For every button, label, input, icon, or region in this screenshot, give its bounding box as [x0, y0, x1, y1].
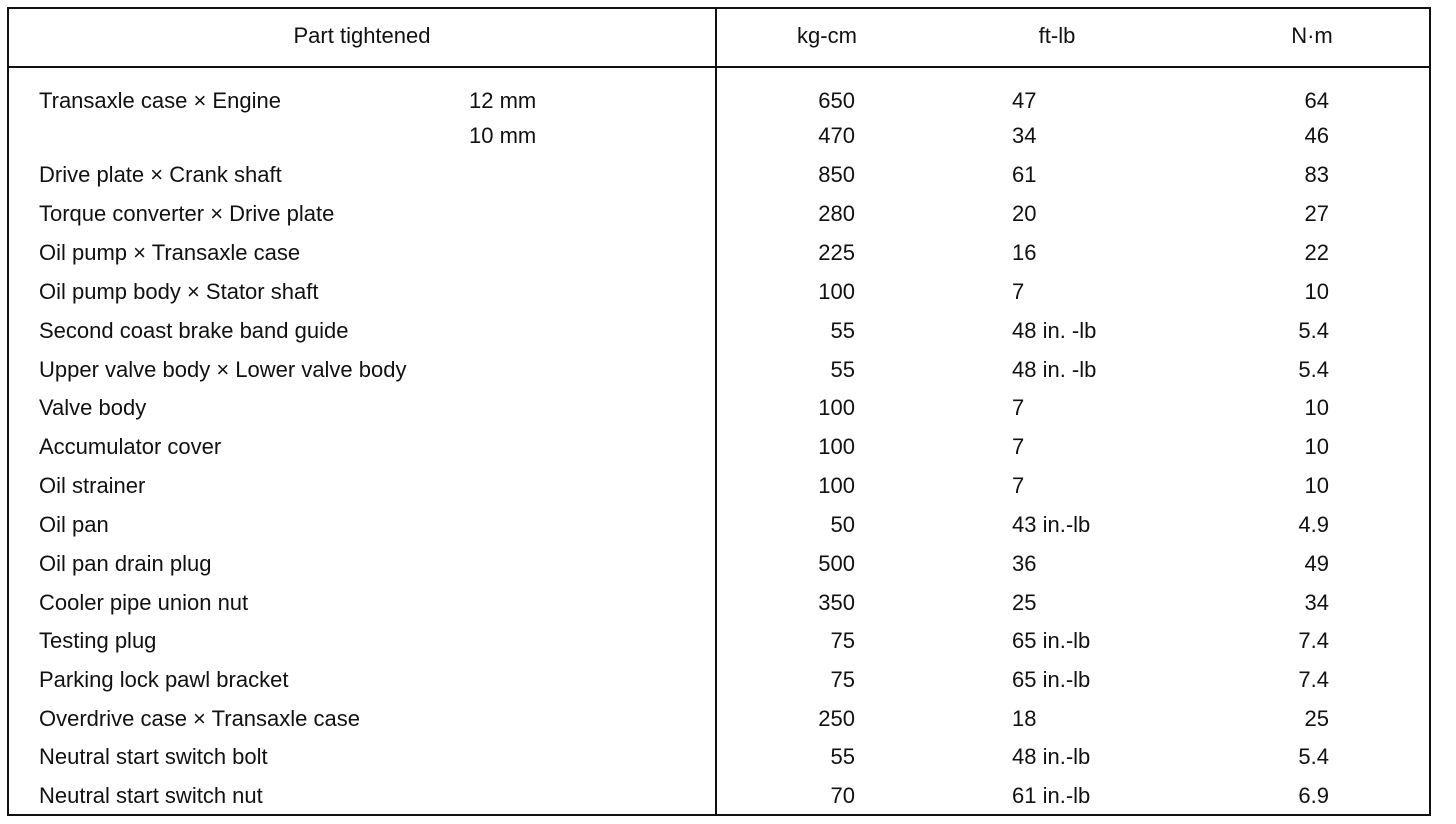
table-row	[9, 82, 1429, 120]
kg-cm-cell: 850	[818, 162, 855, 187]
part-cell: Overdrive case × Transaxle case	[39, 706, 360, 731]
ft-lb-cell: 36	[1012, 551, 1037, 576]
part-cell: Torque converter × Drive plate	[39, 201, 335, 226]
n-m-cell: 64	[1304, 88, 1329, 113]
ft-lb-cell: 65 in.-lb	[1012, 667, 1091, 692]
kg-cm-cell: 75	[830, 667, 855, 692]
n-m-cell: 10	[1304, 279, 1329, 304]
ft-lb-cell: 7	[1012, 279, 1025, 304]
table-row	[9, 700, 1429, 738]
table-row	[9, 312, 1429, 350]
part-cell: Oil pan	[39, 512, 109, 537]
part-cell: Drive plate × Crank shaft	[39, 162, 282, 187]
part-cell: Oil strainer	[39, 473, 146, 498]
ft-lb-cell: 47	[1012, 88, 1037, 113]
kg-cm-cell: 225	[818, 240, 855, 265]
n-m-cell: 10	[1304, 395, 1329, 420]
ft-lb-cell: 61	[1012, 162, 1037, 187]
n-m-cell: 27	[1304, 201, 1329, 226]
n-m-cell: 10	[1304, 434, 1329, 459]
part-cell: Neutral start switch bolt	[39, 744, 268, 769]
ft-lb-cell: 7	[1012, 473, 1025, 498]
n-m-cell: 10	[1304, 473, 1329, 498]
n-m-cell: 25	[1304, 706, 1329, 731]
kg-cm-cell: 470	[818, 123, 855, 148]
kg-cm-cell: 280	[818, 201, 855, 226]
n-m-cell: 7.4	[1298, 628, 1329, 653]
part-cell: Testing plug	[39, 628, 157, 653]
table-row	[9, 351, 1429, 389]
part-cell: Oil pump body × Stator shaft	[39, 279, 319, 304]
kg-cm-cell: 350	[818, 590, 855, 615]
kg-cm-cell: 100	[818, 434, 855, 459]
header-ft-lb: ft-lb	[1038, 23, 1076, 48]
part-cell: Oil pump × Transaxle case	[39, 240, 301, 265]
torque-spec-table	[7, 7, 1431, 816]
table-row	[9, 195, 1429, 233]
table-row	[9, 467, 1429, 505]
kg-cm-cell: 70	[830, 783, 855, 808]
n-m-cell: 49	[1304, 551, 1329, 576]
n-m-cell: 83	[1304, 162, 1329, 187]
table-row	[9, 545, 1429, 583]
table-row	[9, 234, 1429, 272]
ft-lb-cell: 20	[1012, 201, 1037, 226]
part-cell: Valve body	[39, 395, 147, 420]
table-row	[9, 661, 1429, 699]
kg-cm-cell: 55	[830, 744, 855, 769]
table-row	[9, 584, 1429, 622]
table-row	[9, 738, 1429, 776]
ft-lb-cell: 16	[1012, 240, 1037, 265]
n-m-cell: 5.4	[1298, 744, 1329, 769]
size-cell: 10 mm	[469, 123, 537, 148]
part-cell: Transaxle case × Engine	[39, 88, 281, 113]
table-row	[9, 156, 1429, 194]
n-m-cell: 7.4	[1298, 667, 1329, 692]
part-cell: Cooler pipe union nut	[39, 590, 249, 615]
ft-lb-cell: 48 in. -lb	[1012, 318, 1097, 343]
ft-lb-cell: 48 in. -lb	[1012, 357, 1097, 382]
kg-cm-cell: 75	[830, 628, 855, 653]
kg-cm-cell: 100	[818, 395, 855, 420]
ft-lb-cell: 7	[1012, 395, 1025, 420]
ft-lb-cell: 43 in.-lb	[1012, 512, 1091, 537]
kg-cm-cell: 50	[830, 512, 855, 537]
n-m-cell: 5.4	[1298, 357, 1329, 382]
table-row	[9, 777, 1429, 815]
table-row	[9, 389, 1429, 427]
ft-lb-cell: 61 in.-lb	[1012, 783, 1091, 808]
ft-lb-cell: 7	[1012, 434, 1025, 459]
header-kg-cm: kg-cm	[797, 23, 857, 48]
ft-lb-cell: 65 in.-lb	[1012, 628, 1091, 653]
part-cell: Parking lock pawl bracket	[39, 667, 289, 692]
part-cell: Oil pan drain plug	[39, 551, 212, 576]
ft-lb-cell: 34	[1012, 123, 1037, 148]
n-m-cell: 5.4	[1298, 318, 1329, 343]
part-cell: Second coast brake band guide	[39, 318, 349, 343]
kg-cm-cell: 650	[818, 88, 855, 113]
header-n-m: N·m	[1291, 23, 1333, 48]
kg-cm-cell: 100	[818, 279, 855, 304]
table-row	[9, 117, 1429, 155]
table-row	[9, 428, 1429, 466]
header-divider	[9, 66, 1429, 68]
kg-cm-cell: 500	[818, 551, 855, 576]
table-row	[9, 506, 1429, 544]
table-row	[9, 273, 1429, 311]
ft-lb-cell: 25	[1012, 590, 1037, 615]
header-part-tightened: Part tightened	[293, 23, 431, 48]
part-cell: Upper valve body × Lower valve body	[39, 357, 407, 382]
part-cell: Accumulator cover	[39, 434, 222, 459]
table-row	[9, 622, 1429, 660]
part-cell: Neutral start switch nut	[39, 783, 263, 808]
n-m-cell: 22	[1304, 240, 1329, 265]
kg-cm-cell: 55	[830, 318, 855, 343]
n-m-cell: 46	[1304, 123, 1329, 148]
ft-lb-cell: 18	[1012, 706, 1037, 731]
n-m-cell: 34	[1304, 590, 1329, 615]
n-m-cell: 4.9	[1298, 512, 1329, 537]
n-m-cell: 6.9	[1298, 783, 1329, 808]
kg-cm-cell: 100	[818, 473, 855, 498]
kg-cm-cell: 55	[830, 357, 855, 382]
ft-lb-cell: 48 in.-lb	[1012, 744, 1091, 769]
kg-cm-cell: 250	[818, 706, 855, 731]
size-cell: 12 mm	[469, 88, 537, 113]
